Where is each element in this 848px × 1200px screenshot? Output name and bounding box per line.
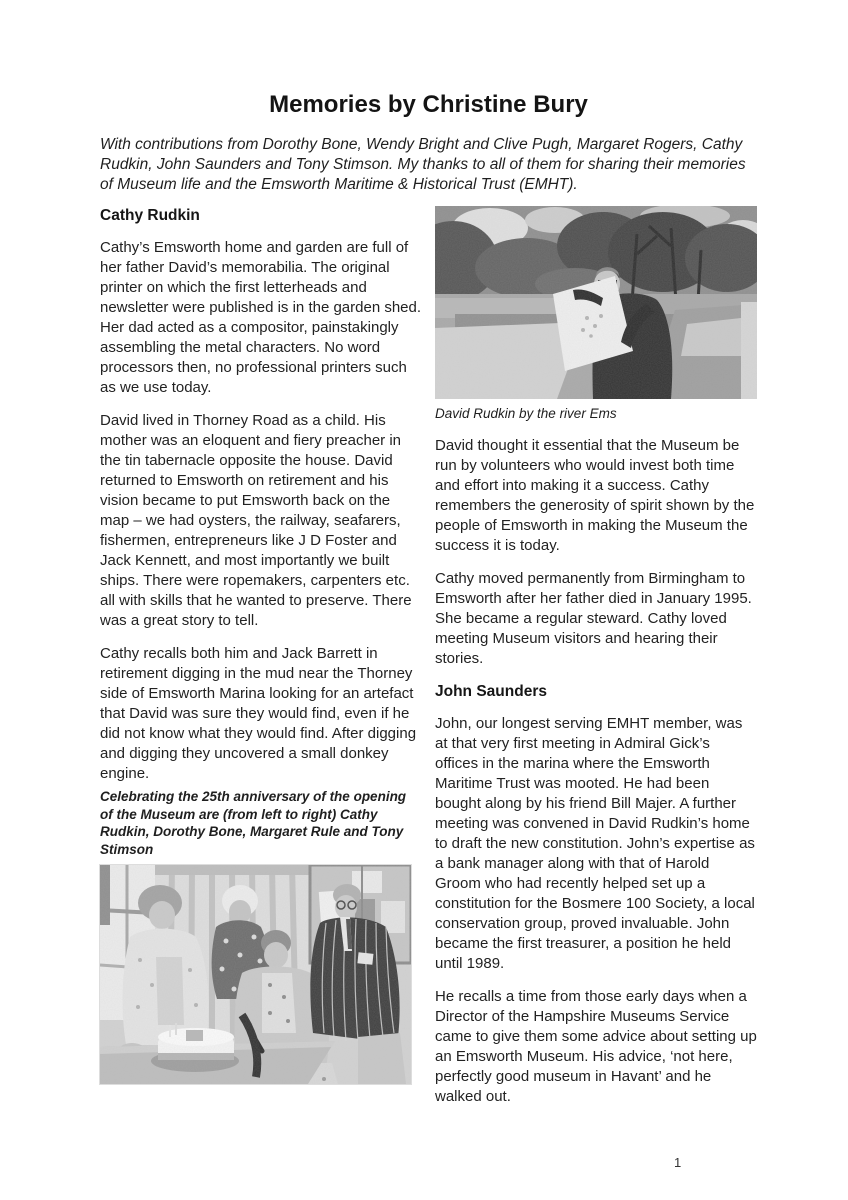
- paragraph-hampshire-museums: He recalls a time from those early days when a Director of the Hampshire Museums Service came to give them some advice about setting up an Emsworth Museum. His advice, ‘not here, perfectly good museum in Havant’ and he walked out.: [435, 987, 757, 1105]
- paragraph-john-emht: John, our longest serving EMHT member, was at that very first meeting in Admiral Gick’s offices in the marina where the Emsworth Maritime Trust was mooted. He had been bought along by his friend Bill Majer. A further meeting was convened in David Rudkin’s home to draft the new constitution. John’s expertise as a bank manager along with that of Harold Groom who had recently helped set up a constitution for the Bosmere 100 Society, a local conservation group, proved invaluable. John became the first treasurer, a position he held until 1989.: [435, 714, 755, 972]
- page-title: Memories by Christine Bury: [269, 91, 588, 118]
- section-heading-john-saunders: John Saunders: [435, 682, 547, 700]
- page-number: 1: [674, 1155, 682, 1170]
- left-column: [100, 206, 422, 1084]
- photo-anniversary-cake: [100, 865, 411, 1084]
- caption-river-photo: David Rudkin by the river Ems: [435, 406, 617, 422]
- paragraph-museum-volunteers: David thought it essential that the Museum be run by volunteers who would invest both time and effort into making it a success. Cathy remembers the generosity of spirit shown by the people of Emsworth in making the Museum the success it is today.: [435, 436, 755, 554]
- paragraph-cathy-home: Cathy’s Emsworth home and garden are full of her father David’s memorabilia. The original printer on which the first letterheads and newsletter were published is in the garden shed. Her dad acted as a compositor, painstakingly assembling the metal characters. No word processors then, no professional printers such as we use today.: [100, 239, 422, 397]
- photo-david-rudkin-river: [435, 206, 757, 399]
- section-heading-cathy-rudkin: Cathy Rudkin: [100, 207, 200, 225]
- paragraph-jack-barrett: Cathy recalls both him and Jack Barrett in retirement digging in the mud near the Thorney side of Emsworth Marina looking for an artefact that David was sure they would find, even if he did not know what they would find. After digging and digging they uncovered a small donkey engine.: [100, 645, 417, 783]
- page-content: [100, 90, 757, 1120]
- paragraph-david-thorney-road: David lived in Thorney Road as a child. His mother was an eloquent and fiery preacher in the tin tabernacle opposite the house. David returned to Emsworth on retirement and his vision became to put Emsworth back on the map – we had oysters, the railway, seafarers, fishermen, entrepreneurs like J D Foster and Jack Kennett, and most importantly we built ships. There were ropemakers, carpenters etc. all with skills that he wanted to preserve. There was a great story to tell.: [100, 412, 412, 630]
- right-column: [435, 206, 757, 1120]
- paragraph-cathy-birmingham: Cathy moved permanently from Birmingham to Emsworth after her father died in January 1995. She became a regular steward. Cathy loved meeting Museum visitors and hearing their stories.: [435, 569, 752, 667]
- caption-anniversary-photo: Celebrating the 25th anniversary of the opening of the Museum are (from left to right) Cathy Rudkin, Dorothy Bone, Margaret Rule and Tony Stimson: [100, 789, 407, 857]
- two-column-layout: [100, 206, 757, 1120]
- intro-paragraph: With contributions from Dorothy Bone, Wendy Bright and Clive Pugh, Margaret Rogers, Cathy Rudkin, John Saunders and Tony Stimson. My thanks to all of them for sharing their memories of Museum life and the Emsworth Maritime & Historical Trust (EMHT).: [100, 136, 746, 193]
